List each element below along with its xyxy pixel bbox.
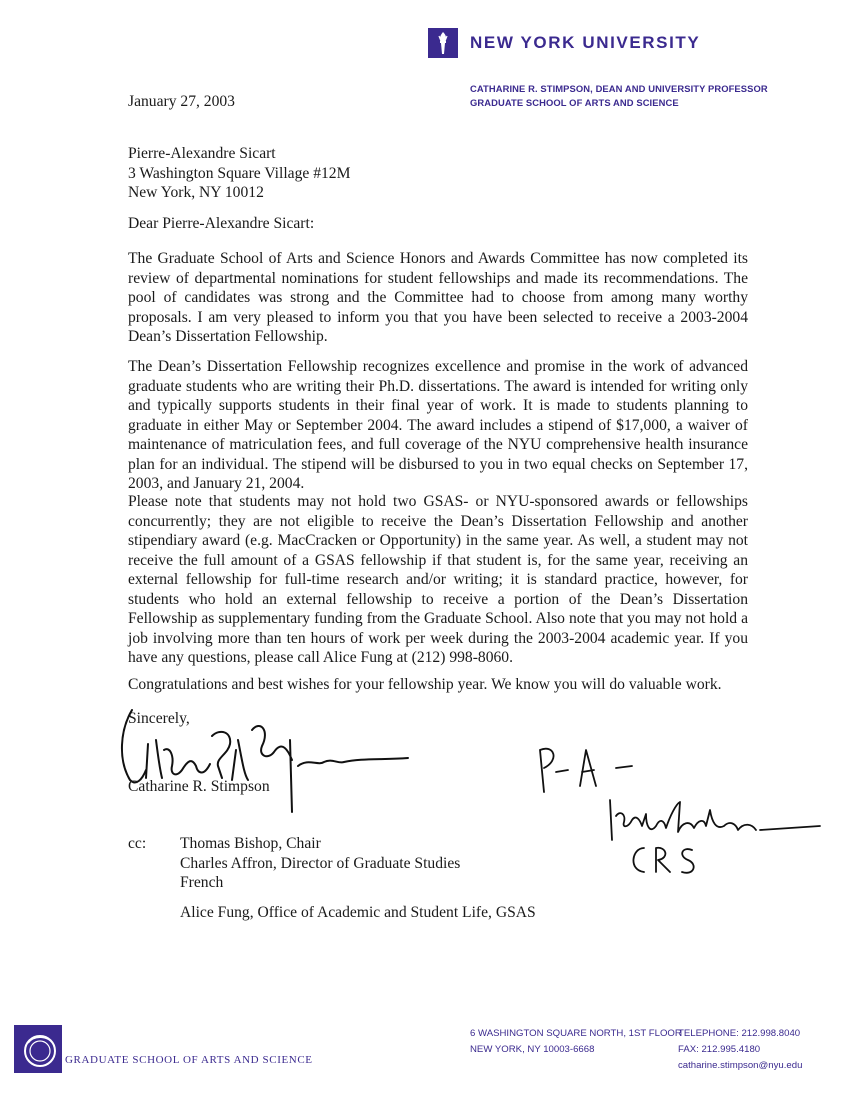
recipient-name: Pierre-Alexandre Sicart — [128, 145, 276, 162]
closing: Sincerely, — [128, 710, 190, 727]
recipient-address-line1: 3 Washington Square Village #12M — [128, 164, 351, 182]
footer-address — [470, 1026, 682, 1058]
signer-name: Catharine R. Stimpson — [128, 778, 270, 795]
cc-recipient: Charles Affron, Director of Graduate Studies — [180, 854, 461, 872]
footer-address-line2: NEW YORK, NY 10003-6668 — [470, 1044, 595, 1055]
footer-address-line1: 6 WASHINGTON SQUARE NORTH, 1ST FLOOR — [470, 1028, 682, 1039]
footer-phone: TELEPHONE: 212.998.8040 — [678, 1028, 801, 1039]
cc-recipient: French — [180, 874, 224, 891]
letterhead-subtitle — [470, 82, 768, 110]
dean-line: CATHARINE R. STIMPSON, DEAN AND UNIVERSITY PROFESSOR — [470, 83, 768, 94]
cc-extra-recipient: Alice Fung, Office of Academic and Student Life, GSAS — [180, 904, 536, 921]
cc-recipient: Thomas Bishop, Chair — [180, 835, 321, 852]
cc-label: cc: — [128, 835, 147, 852]
paragraph-4: Congratulations and best wishes for your fellowship year. We know you will do valuable work. — [128, 676, 722, 693]
recipient-address-line2: New York, NY 10012 — [128, 184, 264, 201]
footer-contact — [678, 1026, 802, 1074]
gsas-logo-icon — [14, 1025, 62, 1073]
footer-school-name: GRADUATE SCHOOL OF ARTS AND SCIENCE — [65, 1054, 313, 1066]
footer-email: catharine.stimpson@nyu.edu — [678, 1060, 803, 1071]
school-line: GRADUATE SCHOOL OF ARTS AND SCIENCE — [470, 97, 679, 108]
torch-icon — [428, 28, 458, 58]
paragraph-2: The Dean’s Dissertation Fellowship recognizes excellence and promise in the work of advanced graduate students who are writing their Ph.D. dissertations. The award is intended for writing only and typically supports students in their final year of work. It is made to students planning to graduate in either May or September 2004. The award includes a stipend of $17,000, a waiver of maintenance of matriculation fees, and full coverage of the NYU comprehensive health insurance plan for an individual. The stipend will be disbursed to you in two equal checks on September 17, 2003, and January 21, 2004. — [128, 358, 748, 492]
letter-date: January 27, 2003 — [128, 93, 235, 110]
paragraph-3: Please note that students may not hold two GSAS- or NYU-sponsored awards or fellowships concurrently; they are not eligible to receive the Dean’s Dissertation Fellowship and another stipendiary award (e.g. MacCracken or Opportunity) in the same year. As well, a student may not receive the full amount of a GSAS fellowship if that student is, for the same year, receiving an external fellowship for full-time research and/or writing; it is standard practice, however, for students who hold an external fellowship to receive a portion of the Dean’s Dissertation Fellowship as supplementary funding from the Graduate School. Also note that you may not hold a job involving more than ten hours of work per week during the 2003-2004 academic year. If you have any questions, please call Alice Fung at (212) 998-8060. — [128, 493, 748, 666]
handwritten-signature — [112, 700, 412, 820]
paragraph-1: The Graduate School of Arts and Science Honors and Awards Committee has now completed its review of departmental nominations for student fellowships and made its recommendations. The pool of candidates was strong and the Committee had to choose from among many worthy proposals. I am very pleased to inform you that you have been selected to receive a 2003-2004 Dean’s Dissertation Fellowship. — [128, 250, 748, 345]
university-name: NEW YORK UNIVERSITY — [470, 33, 701, 52]
nyu-torch-logo — [428, 28, 458, 58]
footer-fax: FAX: 212.995.4180 — [678, 1044, 761, 1055]
salutation: Dear Pierre-Alexandre Sicart: — [128, 215, 315, 232]
cc-list — [180, 834, 460, 893]
recipient-block — [128, 144, 350, 203]
handwritten-note — [520, 730, 840, 880]
